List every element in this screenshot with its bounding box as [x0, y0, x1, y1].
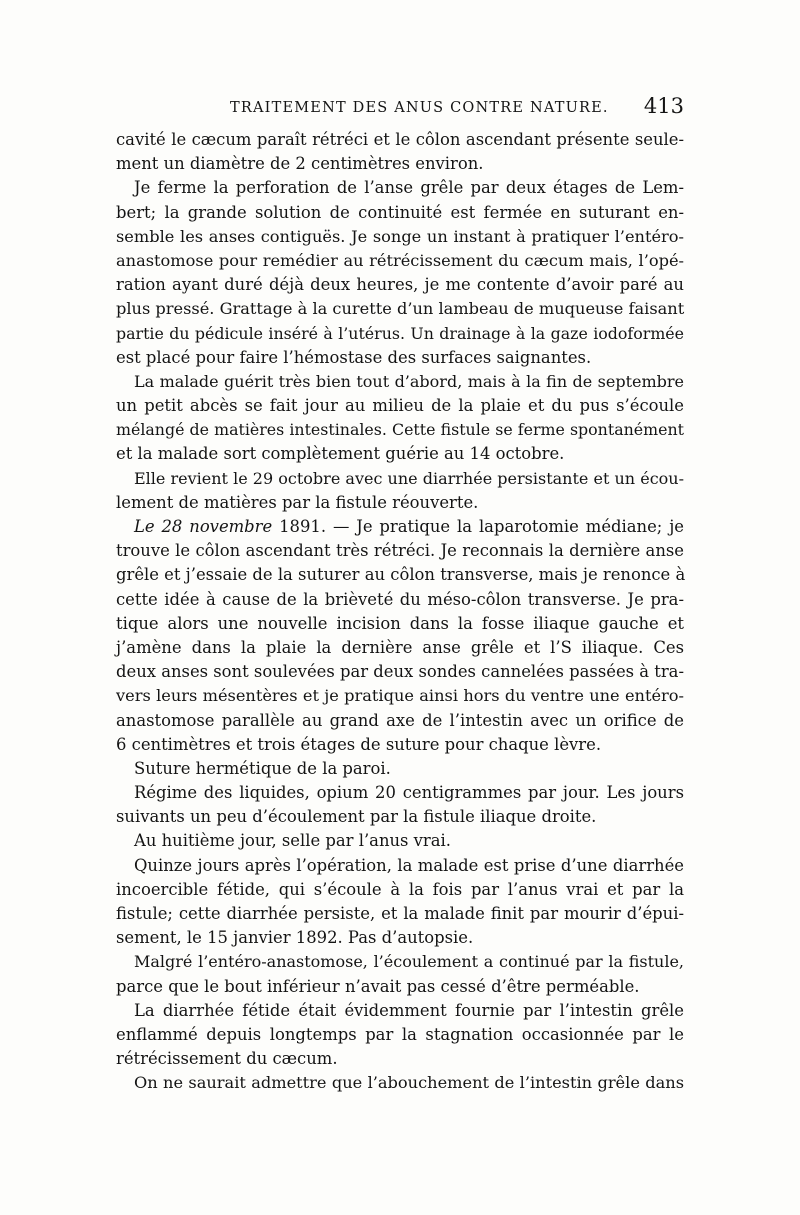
text-line	[116, 926, 684, 950]
text-line	[116, 684, 684, 708]
line-text: Quinze jours après l’opération, la malade est prise d’une diarrhée	[134, 855, 684, 875]
line-text: j’amène dans la plaie la dernière anse grêle et l’S iliaque. Ces	[116, 637, 684, 657]
line-text: vers leurs mésentères et je pratique ainsi hors du ventre une entéro-	[116, 686, 684, 706]
line-text: On ne saurait admettre que l’abouchement de l’intestin grêle dans	[134, 1073, 684, 1093]
text-line	[116, 297, 684, 321]
line-text: est placé pour faire l’hémostase des surfaces saignantes.	[116, 347, 592, 367]
line-text: suivants un peu d’écoulement par la fistule iliaque droite.	[116, 807, 597, 827]
text-line	[116, 346, 684, 370]
text-line	[116, 491, 684, 515]
text-line	[116, 515, 684, 539]
line-text: La malade guérit très bien tout d’abord, mais à la fin de septembre	[134, 371, 684, 391]
line-text: lement de matières par la fistule réouverte.	[116, 492, 479, 512]
line-text: ration ayant duré déjà deux heures, je me contente d’avoir paré au	[116, 275, 684, 295]
text-line	[116, 249, 684, 273]
text-line	[116, 805, 684, 829]
line-text: deux anses sont soulevées par deux sondes cannelées passées à tra-	[116, 662, 684, 682]
running-title: TRAITEMENT DES ANUS CONTRE NATURE.	[230, 100, 609, 116]
line-text: cette idée à cause de la brièveté du méso-côlon transverse. Je pra-	[116, 589, 684, 609]
text-line	[116, 902, 684, 926]
line-text: Régime des liquides, opium 20 centigrammes par jour. Les jours	[134, 783, 684, 803]
line-text: anastomose pour remédier au rétrécissement du cæcum mais, l’opé-	[116, 250, 684, 270]
text-line	[116, 999, 684, 1023]
line-text: semble les anses contiguës. Je songe un instant à pratiquer l’entéro-	[116, 226, 684, 246]
line-text: partie du pédicule inséré à l’utérus. Un drainage à la gaze iodoformée	[116, 323, 684, 343]
text-line	[116, 225, 684, 249]
line-text: tique alors une nouvelle incision dans la fosse iliaque gauche et	[116, 613, 684, 633]
line-text: et la malade sort complètement guérie au 14 octobre.	[116, 444, 565, 464]
line-text: La diarrhée fétide était évidemment fournie par l’intestin grêle	[134, 1000, 684, 1020]
line-text: Suture hermétique de la paroi.	[134, 758, 391, 778]
text-line	[116, 878, 684, 902]
page-number: 413	[643, 94, 684, 118]
line-text: incoercible fétide, qui s’écoule à la fois par l’anus vrai et par la	[116, 879, 684, 899]
text-line	[116, 273, 684, 297]
text-line	[116, 467, 684, 491]
line-text: 6 centimètres et trois étages de suture pour chaque lèvre.	[116, 734, 602, 754]
text-line	[116, 975, 684, 999]
line-text: Je ferme la perforation de l’anse grêle par deux étages de Lem-	[134, 178, 684, 198]
text-line	[116, 128, 684, 152]
line-text: enflammé depuis longtemps par la stagnation occasionnée par le	[116, 1024, 684, 1044]
line-text: 1891. — Je pratique la laparotomie médiane; je	[272, 517, 684, 536]
text-line	[116, 612, 684, 636]
line-text: trouve le côlon ascendant très rétréci. Je reconnais la dernière anse	[116, 541, 684, 561]
text-line	[116, 829, 684, 853]
line-text: plus pressé. Grattage à la curette d’un lambeau de muqueuse faisant	[116, 299, 685, 319]
text-line	[116, 322, 684, 346]
text-line	[116, 442, 684, 466]
line-text: parce que le bout inférieur n’avait pas cessé d’être perméable.	[116, 976, 640, 996]
line-text: un petit abcès se fait jour au milieu de la plaie et du pus s’écoule	[116, 396, 684, 416]
line-text: cavité le cæcum paraît rétréci et le côlon ascendant présente seule-	[116, 130, 684, 149]
line-text: fistule; cette diarrhée persiste, et la malade finit par mourir d’épui-	[116, 904, 684, 923]
text-line	[116, 636, 684, 660]
text-line	[116, 854, 684, 878]
line-text: mélangé de matières intestinales. Cette fistule se ferme spontanément	[116, 420, 684, 440]
text-line	[116, 588, 684, 612]
text-line	[116, 418, 684, 442]
running-head	[116, 96, 684, 122]
text-line	[116, 757, 684, 781]
text-line	[116, 660, 684, 684]
text-line	[116, 370, 684, 394]
text-line	[116, 201, 684, 225]
text-line	[116, 709, 684, 733]
line-text: Malgré l’entéro-anastomose, l’écoulement a continué par la fistule,	[134, 952, 684, 972]
italic-date: Le 28 novembre	[134, 517, 273, 536]
line-text: rétrécissement du cæcum.	[116, 1049, 338, 1069]
text-line	[116, 152, 684, 176]
body-text	[116, 128, 684, 1096]
line-text: Au huitième jour, selle par l’anus vrai.	[134, 831, 451, 851]
text-line	[116, 1023, 684, 1047]
text-line	[116, 781, 684, 805]
line-text: sement, le 15 janvier 1892. Pas d’autopsie.	[116, 928, 474, 948]
text-line	[116, 539, 684, 563]
line-text: ment un diamètre de 2 centimètres environ.	[116, 154, 484, 174]
text-line	[116, 1071, 684, 1095]
line-text: grêle et j’essaie de la suturer au côlon transverse, mais je renonce à	[116, 565, 686, 585]
text-line	[116, 176, 684, 200]
text-line	[116, 563, 684, 587]
text-line	[116, 950, 684, 974]
line-text: Elle revient le 29 octobre avec une diarrhée persistante et un écou-	[134, 468, 684, 488]
text-line	[116, 1047, 684, 1071]
line-text: anastomose parallèle au grand axe de l’intestin avec un orifice de	[116, 710, 684, 730]
text-line	[116, 733, 684, 757]
text-line	[116, 394, 684, 418]
line-text: bert; la grande solution de continuité est fermée en suturant en-	[116, 202, 684, 222]
